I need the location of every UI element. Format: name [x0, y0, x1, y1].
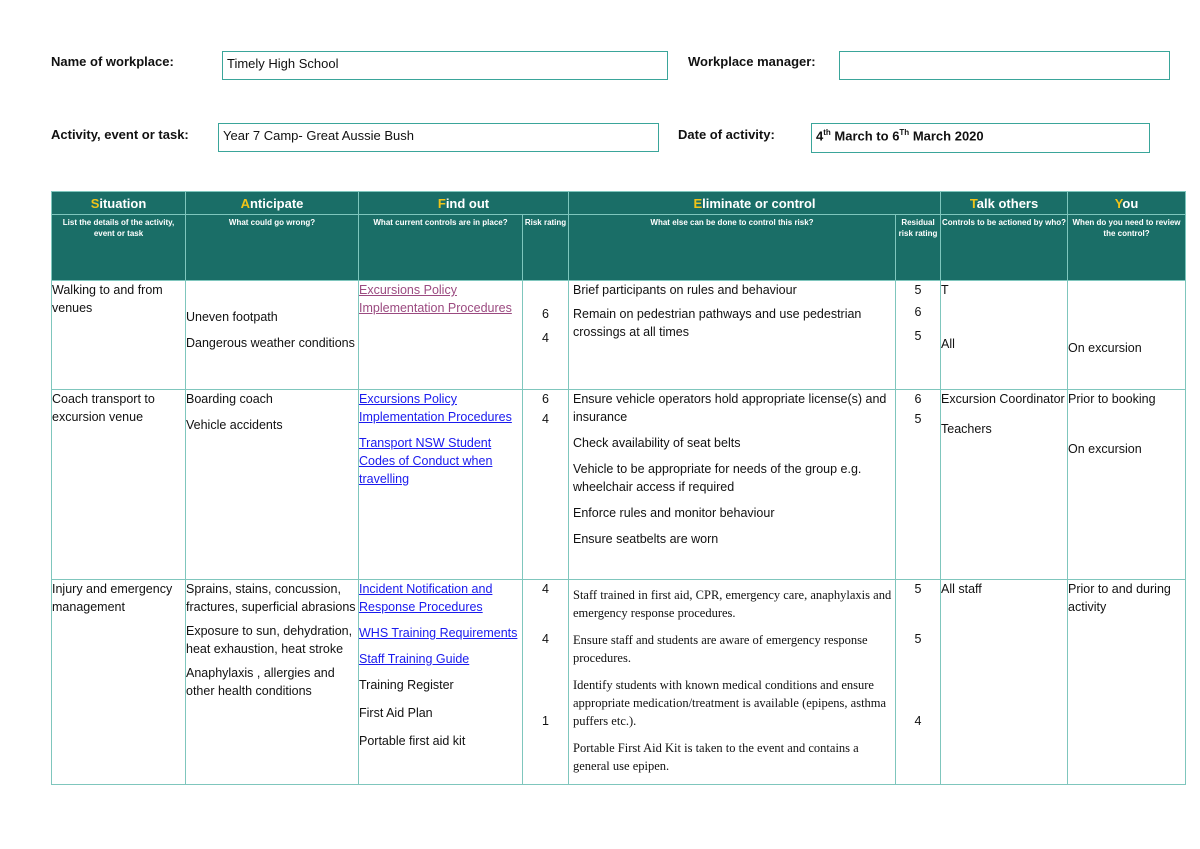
subheader-anticipate: What could go wrong? — [186, 215, 359, 281]
residual-rating: 6 — [914, 305, 922, 319]
who-item: All — [941, 337, 955, 351]
eliminate-cell — [569, 580, 896, 785]
date-middle: March to 6 — [830, 128, 900, 144]
risk-rating: 4 — [542, 331, 549, 345]
date-end: March 2020 — [909, 128, 984, 144]
header-eliminate: Eliminate or control — [569, 192, 941, 215]
situation-cell: Walking to and from venues — [52, 281, 186, 390]
anticipate-cell — [186, 390, 359, 580]
implementation-procedures-link[interactable]: Implementation Procedures — [359, 301, 512, 315]
subheader-situation: List the details of the activity, event or task — [52, 215, 186, 281]
control-item: Remain on pedestrian pathways and use pedestrian crossings at all times — [573, 307, 862, 339]
residual-rating: 5 — [914, 329, 922, 343]
controls-cell — [359, 281, 523, 390]
control-plain-item: Training Register — [359, 678, 454, 692]
anticipate-cell — [186, 281, 359, 390]
risk-rating-cell — [523, 390, 569, 580]
who-item: All staff — [941, 582, 982, 596]
date-suffix-start: th — [823, 128, 831, 137]
staff-training-guide-link[interactable]: Staff Training Guide — [359, 652, 470, 666]
risk-assessment-table — [51, 191, 1186, 785]
anticipate-item: Dangerous weather conditions — [186, 336, 355, 350]
control-plain-item: Portable first aid kit — [359, 734, 466, 748]
header-find-out: Find out — [359, 192, 569, 215]
whs-training-link[interactable]: WHS Training Requirements — [359, 626, 518, 640]
risk-rating: 6 — [542, 307, 549, 321]
anticipate-cell — [186, 580, 359, 785]
residual-rating: 6 — [914, 392, 922, 406]
when-cell — [1068, 281, 1186, 390]
who-cell — [941, 281, 1068, 390]
subheader-controls: What current controls are in place? — [359, 215, 523, 281]
residual-rating: 5 — [914, 283, 922, 297]
manager-label: Workplace manager: — [688, 54, 816, 69]
workplace-label: Name of workplace: — [51, 54, 174, 69]
anticipate-item: Sprains, stains, concussion, fractures, superficial abrasions — [186, 582, 356, 614]
header-situation: Situation — [52, 192, 186, 215]
situation-cell: Injury and emergency management — [52, 580, 186, 785]
who-cell — [941, 390, 1068, 580]
who-item: T — [941, 283, 949, 297]
anticipate-item: Uneven footpath — [186, 310, 278, 324]
workplace-field[interactable]: Timely High School — [222, 51, 668, 80]
when-cell — [1068, 580, 1186, 785]
control-item: Staff trained in first aid, CPR, emergency care, anaphylaxis and emergency response procedures. — [573, 588, 892, 620]
subheader-when: When do you need to review the control? — [1068, 215, 1186, 281]
anticipate-item: Anaphylaxis , allergies and other health conditions — [186, 666, 335, 698]
header-talk-others: Talk others — [941, 192, 1068, 215]
residual-rating: 5 — [914, 582, 922, 596]
who-item: Excursion Coordinator — [941, 392, 1065, 406]
control-item: Check availability of seat belts — [573, 436, 741, 450]
excursions-policy-link[interactable]: Excursions Policy — [359, 392, 457, 406]
header-you: You — [1068, 192, 1186, 215]
residual-rating: 5 — [914, 632, 922, 646]
activity-label: Activity, event or task: — [51, 127, 189, 142]
anticipate-item: Vehicle accidents — [186, 418, 283, 432]
risk-rating: 1 — [542, 714, 549, 728]
situation-cell: Coach transport to excursion venue — [52, 390, 186, 580]
residual-rating: 4 — [914, 714, 922, 728]
risk-rating: 4 — [542, 412, 549, 426]
implementation-procedures-link[interactable]: Implementation Procedures — [359, 410, 512, 424]
excursions-policy-link[interactable]: Excursions Policy — [359, 283, 457, 297]
eliminate-cell — [569, 390, 896, 580]
date-suffix-end: Th — [899, 128, 910, 137]
subheader-who: Controls to be actioned by who? — [941, 215, 1068, 281]
subheader-risk-rating: Risk rating — [523, 215, 569, 281]
when-item: Prior to booking — [1068, 392, 1156, 406]
when-cell — [1068, 390, 1186, 580]
control-item: Ensure vehicle operators hold appropriate license(s) and insurance — [573, 392, 887, 424]
risk-rating: 4 — [542, 632, 549, 646]
residual-rating-cell — [896, 281, 941, 390]
date-label: Date of activity: — [678, 127, 775, 142]
who-item: Teachers — [941, 422, 992, 436]
manager-field[interactable] — [839, 51, 1170, 80]
risk-rating-cell — [523, 580, 569, 785]
subheader-residual: Residual risk rating — [896, 215, 941, 281]
residual-rating-cell — [896, 390, 941, 580]
controls-cell — [359, 390, 523, 580]
activity-field[interactable]: Year 7 Camp- Great Aussie Bush — [218, 123, 659, 152]
subheader-eliminate: What else can be done to control this risk? — [569, 215, 896, 281]
control-item: Portable First Aid Kit is taken to the event and contains a general use epipen. — [573, 741, 859, 773]
control-item: Vehicle to be appropriate for needs of the group e.g. wheelchair access if required — [573, 462, 862, 494]
risk-rating-cell — [523, 281, 569, 390]
risk-rating: 4 — [542, 582, 549, 596]
control-item: Ensure staff and students are aware of emergency response procedures. — [573, 633, 868, 665]
residual-rating-cell — [896, 580, 941, 785]
control-item: Brief participants on rules and behaviour — [573, 283, 797, 297]
when-item: On excursion — [1068, 341, 1142, 355]
eliminate-cell — [569, 281, 896, 390]
date-field[interactable] — [811, 123, 1150, 153]
anticipate-item: Exposure to sun, dehydration, heat exhaustion, heat stroke — [186, 624, 353, 656]
table-row — [52, 580, 1186, 785]
control-item: Enforce rules and monitor behaviour — [573, 506, 775, 520]
table-row — [52, 390, 1186, 580]
control-item: Identify students with known medical conditions and ensure appropriate medication/treatment is available (epipens, asthma puffers etc.). — [573, 678, 887, 728]
who-cell — [941, 580, 1068, 785]
controls-cell — [359, 580, 523, 785]
anticipate-item: Boarding coach — [186, 392, 273, 406]
incident-notification-link[interactable]: Incident Notification and Response Procedures — [359, 582, 493, 614]
when-item: Prior to and during activity — [1068, 582, 1171, 614]
residual-rating: 5 — [914, 412, 922, 426]
table-row — [52, 281, 1186, 390]
control-plain-item: First Aid Plan — [359, 706, 433, 720]
transport-nsw-code-link[interactable]: Transport NSW Student Codes of Conduct when travelling — [359, 436, 493, 486]
when-item: On excursion — [1068, 442, 1142, 456]
date-day-start: 4 — [816, 128, 824, 144]
control-item: Ensure seatbelts are worn — [573, 532, 719, 546]
header-anticipate: Anticipate — [186, 192, 359, 215]
risk-rating: 6 — [542, 392, 549, 406]
